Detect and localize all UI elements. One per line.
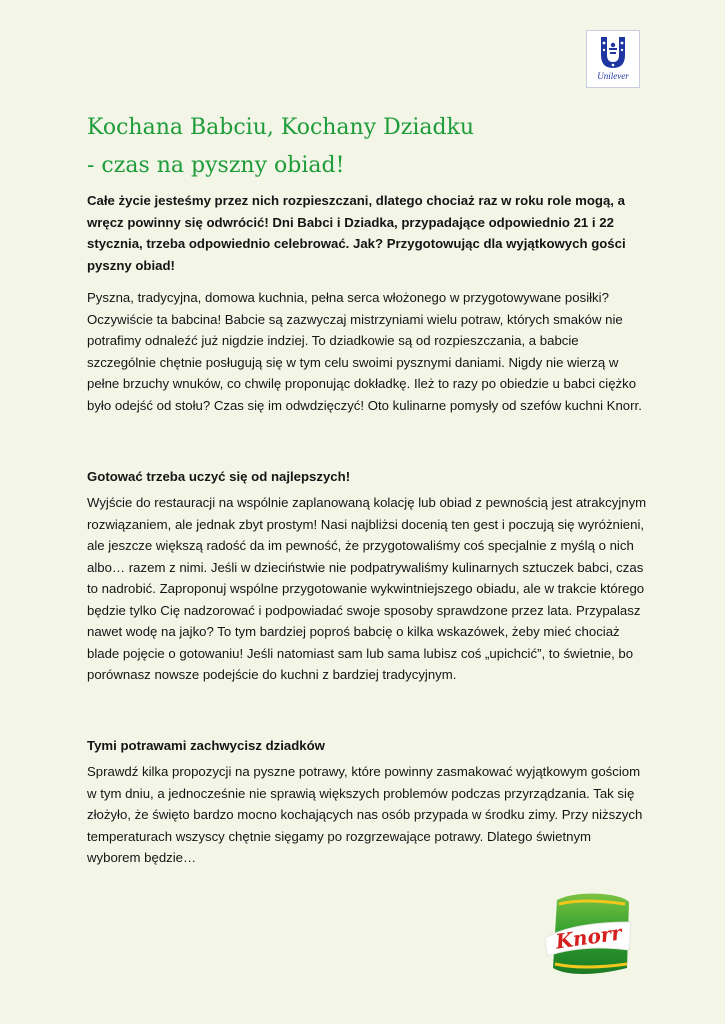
knorr-logo-text: Knorr (554, 920, 624, 954)
body-paragraph-1: Pyszna, tradycyjna, domowa kuchnia, pełna serca włożonego w przygotowywane posiłki? Oczywiście ta babcina! Babcie są zazwyczaj mistrzyniami wielu potraw, których smaków nie potrafimy odnaleźć już nigdzie indziej. To dziadkowie są od rozpieszczania, a babcie szczególnie chętnie posługują się w tym celu swoimi pysznymi daniami. Nigdy nie wierzą w pełne brzuchy wnuków, co chwilę proponując dokładkę. Ileż to razy po obiedzie u babci ciężko było odejść od stołu? Czas się im odwdzięczyć! Oto kulinarne pomysły od szefów kuchni Knorr. (87, 290, 642, 413)
section-heading-1: Gotować trzeba uczyć się od najlepszych! (87, 469, 351, 484)
section-heading-2: Tymi potrawami zachwycisz dziadków (87, 738, 325, 753)
unilever-logo (586, 30, 640, 88)
unilever-logo-text: Unilever (597, 71, 629, 81)
page-title-line-2: - czas na pyszny obiad! (87, 153, 345, 178)
lead-paragraph: Całe życie jesteśmy przez nich rozpieszczani, dlatego chociaż raz w roku role mogą, a wręcz powinny się odwrócić! Dni Babci i Dziadka, przypadające odpowiednio 21 i 22 stycznia, trzeba odpowiednio celebrować. Jak? Przygotowując dla wyjątkowych gości pyszny obiad! (87, 193, 626, 273)
page-title-line-1: Kochana Babciu, Kochany Dziadku (87, 115, 475, 140)
body-paragraph-2: Wyjście do restauracji na wspólnie zaplanowaną kolację lub obiad z pewnością jest atrakcyjnym rozwiązaniem, ale jednak zbyt prostym! Nasi najbliżsi docenią ten gest i poczują się wyróżnieni, ale jeszcze większą radość da im pewność, że przygotowaliśmy coś specjalnie z myślą o nich albo… razem z nimi. Jeśli w dzieciństwie nie podpatrywaliśmy kulinarnych sztuczek babci, czas to nadrobić. Zaproponuj wspólne przygotowanie wykwintniejszego obiadu, ale w trakcie którego będzie tylko Cię nadzorować i podpowiadać swoje sposoby sprawdzone przez lata. Przypalasz nawet wodę na jajko? To tym bardziej poproś babcię o kilka wskazówek, żeby mieć chociaż blade pojęcie o gotowaniu! Jeśli natomiast sam lub sama lubisz coś „upichcić”, to świetnie, bo porównasz nowsze podejście do kuchni z bardziej tradycyjnym. (87, 495, 647, 682)
body-paragraph-3: Sprawdź kilka propozycji na pyszne potrawy, które powinny zasmakować wyjątkowym gościom w tym dniu, a jednocześnie nie sprawią większych problemów podczas przyrządzania. Tak się złożyło, że święto bardzo mocno kochających nas osób przypada w środku zimy. Przy niższych temperaturach wszyscy chętnie sięgamy po rozgrzewające potrawy. Dlatego świetnym wyborem będzie… (87, 764, 643, 865)
knorr-logo (543, 892, 633, 978)
unilever-u-icon (596, 35, 630, 71)
